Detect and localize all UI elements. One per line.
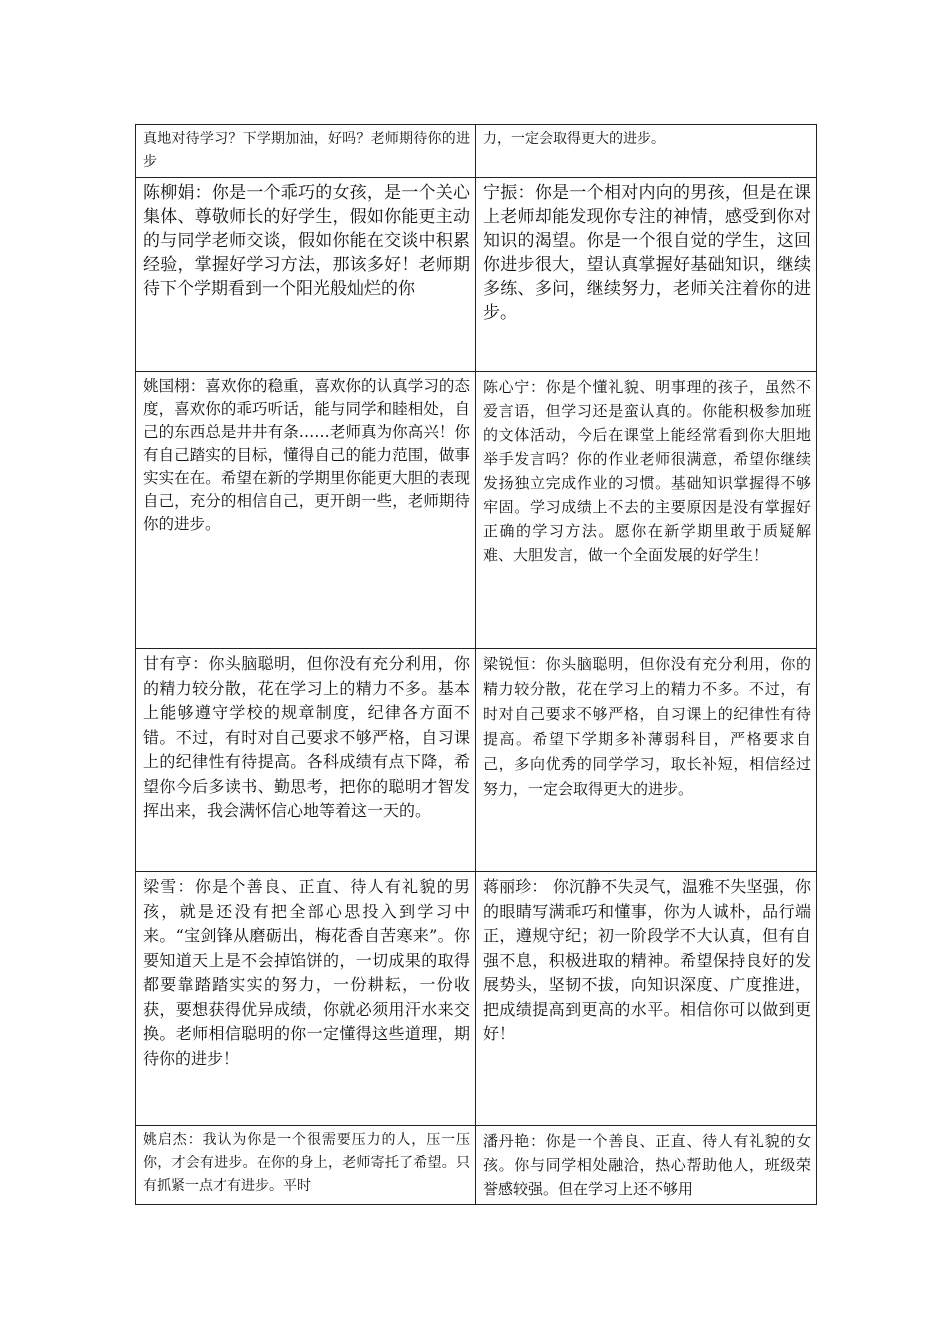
comment-cell: 甘有亨：你头脑聪明，但你没有充分利用，你的精力较分散，花在学习上的精力不多。基本上能够遵守学校的规章制度，纪律各方面不错。不过，有时对自己要求不够严格，自习课上的纪律性有待提高。各科成绩有点下降，希望你今后多读书、勤思考，把你的聪明才智发挥出来，我会满怀信心地等着这一天的。: [136, 649, 476, 872]
table-row: [136, 125, 817, 178]
table-row: [136, 178, 817, 372]
table-row: [136, 1126, 817, 1205]
table-row: [136, 649, 817, 872]
comment-cell: 真地对待学习？下学期加油，好吗？老师期待你的进步: [136, 125, 476, 178]
comment-cell: 姚启杰：我认为你是一个很需要压力的人，压一压你，才会有进步。在你的身上，老师寄托了希望。只有抓紧一点才有进步。平时: [136, 1126, 476, 1205]
comment-cell: 陈柳娟：你是一个乖巧的女孩，是一个关心集体、尊敬师长的好学生，假如你能更主动的与同学老师交谈，假如你能在交谈中积累经验，掌握好学习方法，那该多好！老师期待下个学期看到一个阳光般灿烂的你: [136, 178, 476, 372]
comment-cell: 梁雪：你是个善良、正直、待人有礼貌的男孩，就是还没有把全部心思投入到学习中来。“宝剑锋从磨砺出，梅花香自苦寒来”。你要知道天上是不会掉馅饼的，一切成果的取得都要靠踏踏实实的努力，一份耕耘，一份收获，要想获得优异成绩，你就必须用汗水来交换。老师相信聪明的你一定懂得这些道理，期待你的进步！: [136, 872, 476, 1126]
comment-cell: 力，一定会取得更大的进步。: [476, 125, 817, 178]
table-row: [136, 872, 817, 1126]
comment-cell: 蒋丽珍： 你沉静不失灵气，温雅不失坚强，你的眼睛写满乖巧和懂事，你为人诚朴，品行端正，遵规守纪；初一阶段学不大认真，但有自强不息，积极进取的精神。希望保持良好的发展势头，坚韧不拔，向知识深度、广度推进，把成绩提高到更高的水平。相信你可以做到更好！: [476, 872, 817, 1126]
comment-table: [135, 124, 817, 1205]
comment-cell: 陈心宁：你是个懂礼貌、明事理的孩子，虽然不爱言语，但学习还是蛮认真的。你能积极参加班的文体活动，今后在课堂上能经常看到你大胆地举手发言吗？你的作业老师很满意，希望你继续发扬独立完成作业的习惯。基础知识掌握得不够牢固。学习成绩上不去的主要原因是没有掌握好正确的学习方法。愿你在新学期里敢于质疑解难、大胆发言，做一个全面发展的好学生！: [476, 372, 817, 649]
comment-cell: 潘丹艳：你是一个善良、正直、待人有礼貌的女孩。你与同学相处融洽，热心帮助他人，班级荣誉感较强。但在学习上还不够用: [476, 1126, 817, 1205]
comment-cell: 宁振：你是一个相对内向的男孩，但是在课上老师却能发现你专注的神情，感受到你对知识的渴望。你是一个很自觉的学生，这回你进步很大，望认真掌握好基础知识，继续多练、多问，继续努力，老师关注着你的进步。: [476, 178, 817, 372]
table-row: [136, 372, 817, 649]
comment-cell: 姚国栩：喜欢你的稳重，喜欢你的认真学习的态度，喜欢你的乖巧听话，能与同学和睦相处，自己的东西总是井井有条……老师真为你高兴！你有自己踏实的目标，懂得自己的能力范围，做事实实在在。希望在新的学期里你能更大胆的表现自己，充分的相信自己，更开朗一些，老师期待你的进步。: [136, 372, 476, 649]
comment-cell: 梁锐恒：你头脑聪明，但你没有充分利用，你的精力较分散，花在学习上的精力不多。不过，有时对自己要求不够严格，自习课上的纪律性有待提高。希望下学期多补薄弱科目，严格要求自己，多向优秀的同学学习，取长补短，相信经过努力，一定会取得更大的进步。: [476, 649, 817, 872]
